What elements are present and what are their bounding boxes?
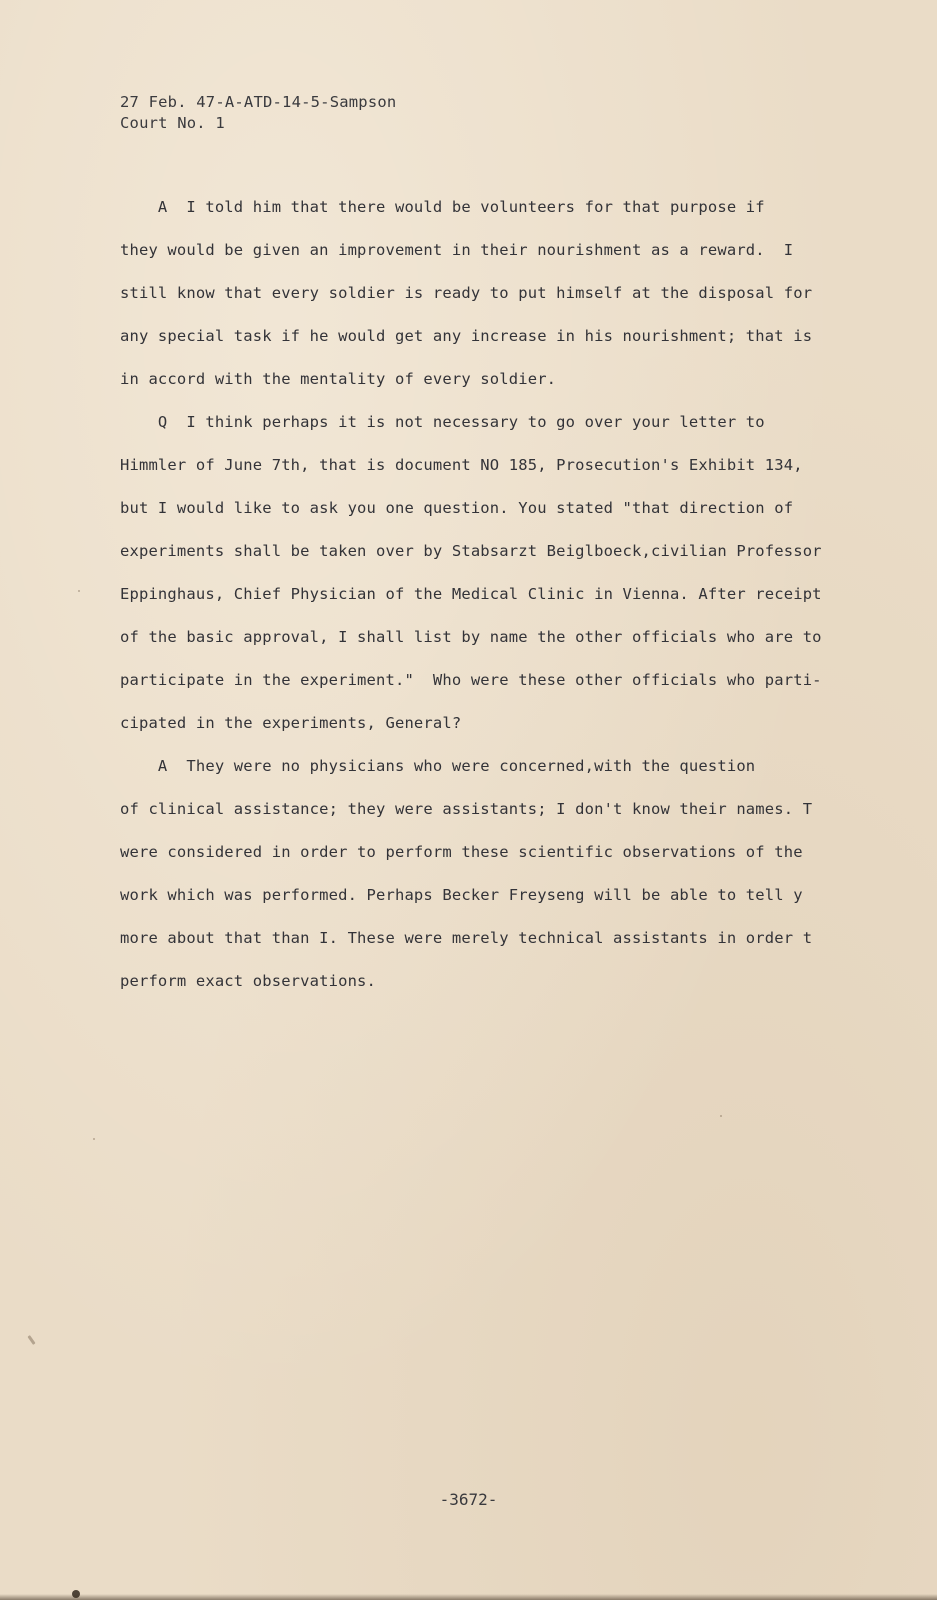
transcript-line: they would be given an improvement in their nourishment as a reward. I xyxy=(120,241,794,259)
transcript-line: any special task if he would get any increase in his nourishment; that is xyxy=(120,327,813,345)
header-court-line: Court No. 1 xyxy=(120,114,225,132)
transcript-line: cipated in the experiments, General? xyxy=(120,714,462,732)
header-session-line: 27 Feb. 47-A-ATD-14-5-Sampson xyxy=(120,93,397,111)
transcript-line: more about that than I. These were merely technical assistants in order t xyxy=(120,929,813,947)
transcript-line: of the basic approval, I shall list by name the other officials who are to xyxy=(120,628,822,646)
transcript-line: of clinical assistance; they were assistants; I don't know their names. T xyxy=(120,800,813,818)
transcript-line: experiments shall be taken over by Stabsarzt Beiglboeck,civilian Professor xyxy=(120,542,822,560)
paper-speck xyxy=(720,1115,722,1117)
transcript-line: work which was performed. Perhaps Becker Freyseng will be able to tell y xyxy=(120,886,803,904)
transcript-line: Q I think perhaps it is not necessary to go over your letter to xyxy=(120,413,765,431)
transcript-line: were considered in order to perform these scientific observations of the xyxy=(120,843,803,861)
transcript-line: Himmler of June 7th, that is document NO 185, Prosecution's Exhibit 134, xyxy=(120,456,803,474)
transcript-line: perform exact observations. xyxy=(120,972,377,990)
transcript-line: A They were no physicians who were concerned,with the question xyxy=(120,757,756,775)
transcript-line: Eppinghaus, Chief Physician of the Medical Clinic in Vienna. After receipt xyxy=(120,585,822,603)
transcript-line: but I would like to ask you one question. You stated "that direction of xyxy=(120,499,794,517)
paper-speck xyxy=(93,1138,95,1140)
transcript-line: in accord with the mentality of every soldier. xyxy=(120,370,557,388)
transcript-line: participate in the experiment." Who were these other officials who parti- xyxy=(120,671,822,689)
transcript-line: A I told him that there would be volunteers for that purpose if xyxy=(120,198,765,216)
paper-speck xyxy=(78,590,80,592)
page-number: -3672- xyxy=(439,1490,498,1509)
document-header xyxy=(120,92,396,134)
transcript-line: still know that every soldier is ready to put himself at the disposal for xyxy=(120,284,813,302)
paper-speck xyxy=(27,1335,35,1345)
page-edge-shadow xyxy=(0,1594,937,1600)
transcript-body xyxy=(120,186,937,1003)
